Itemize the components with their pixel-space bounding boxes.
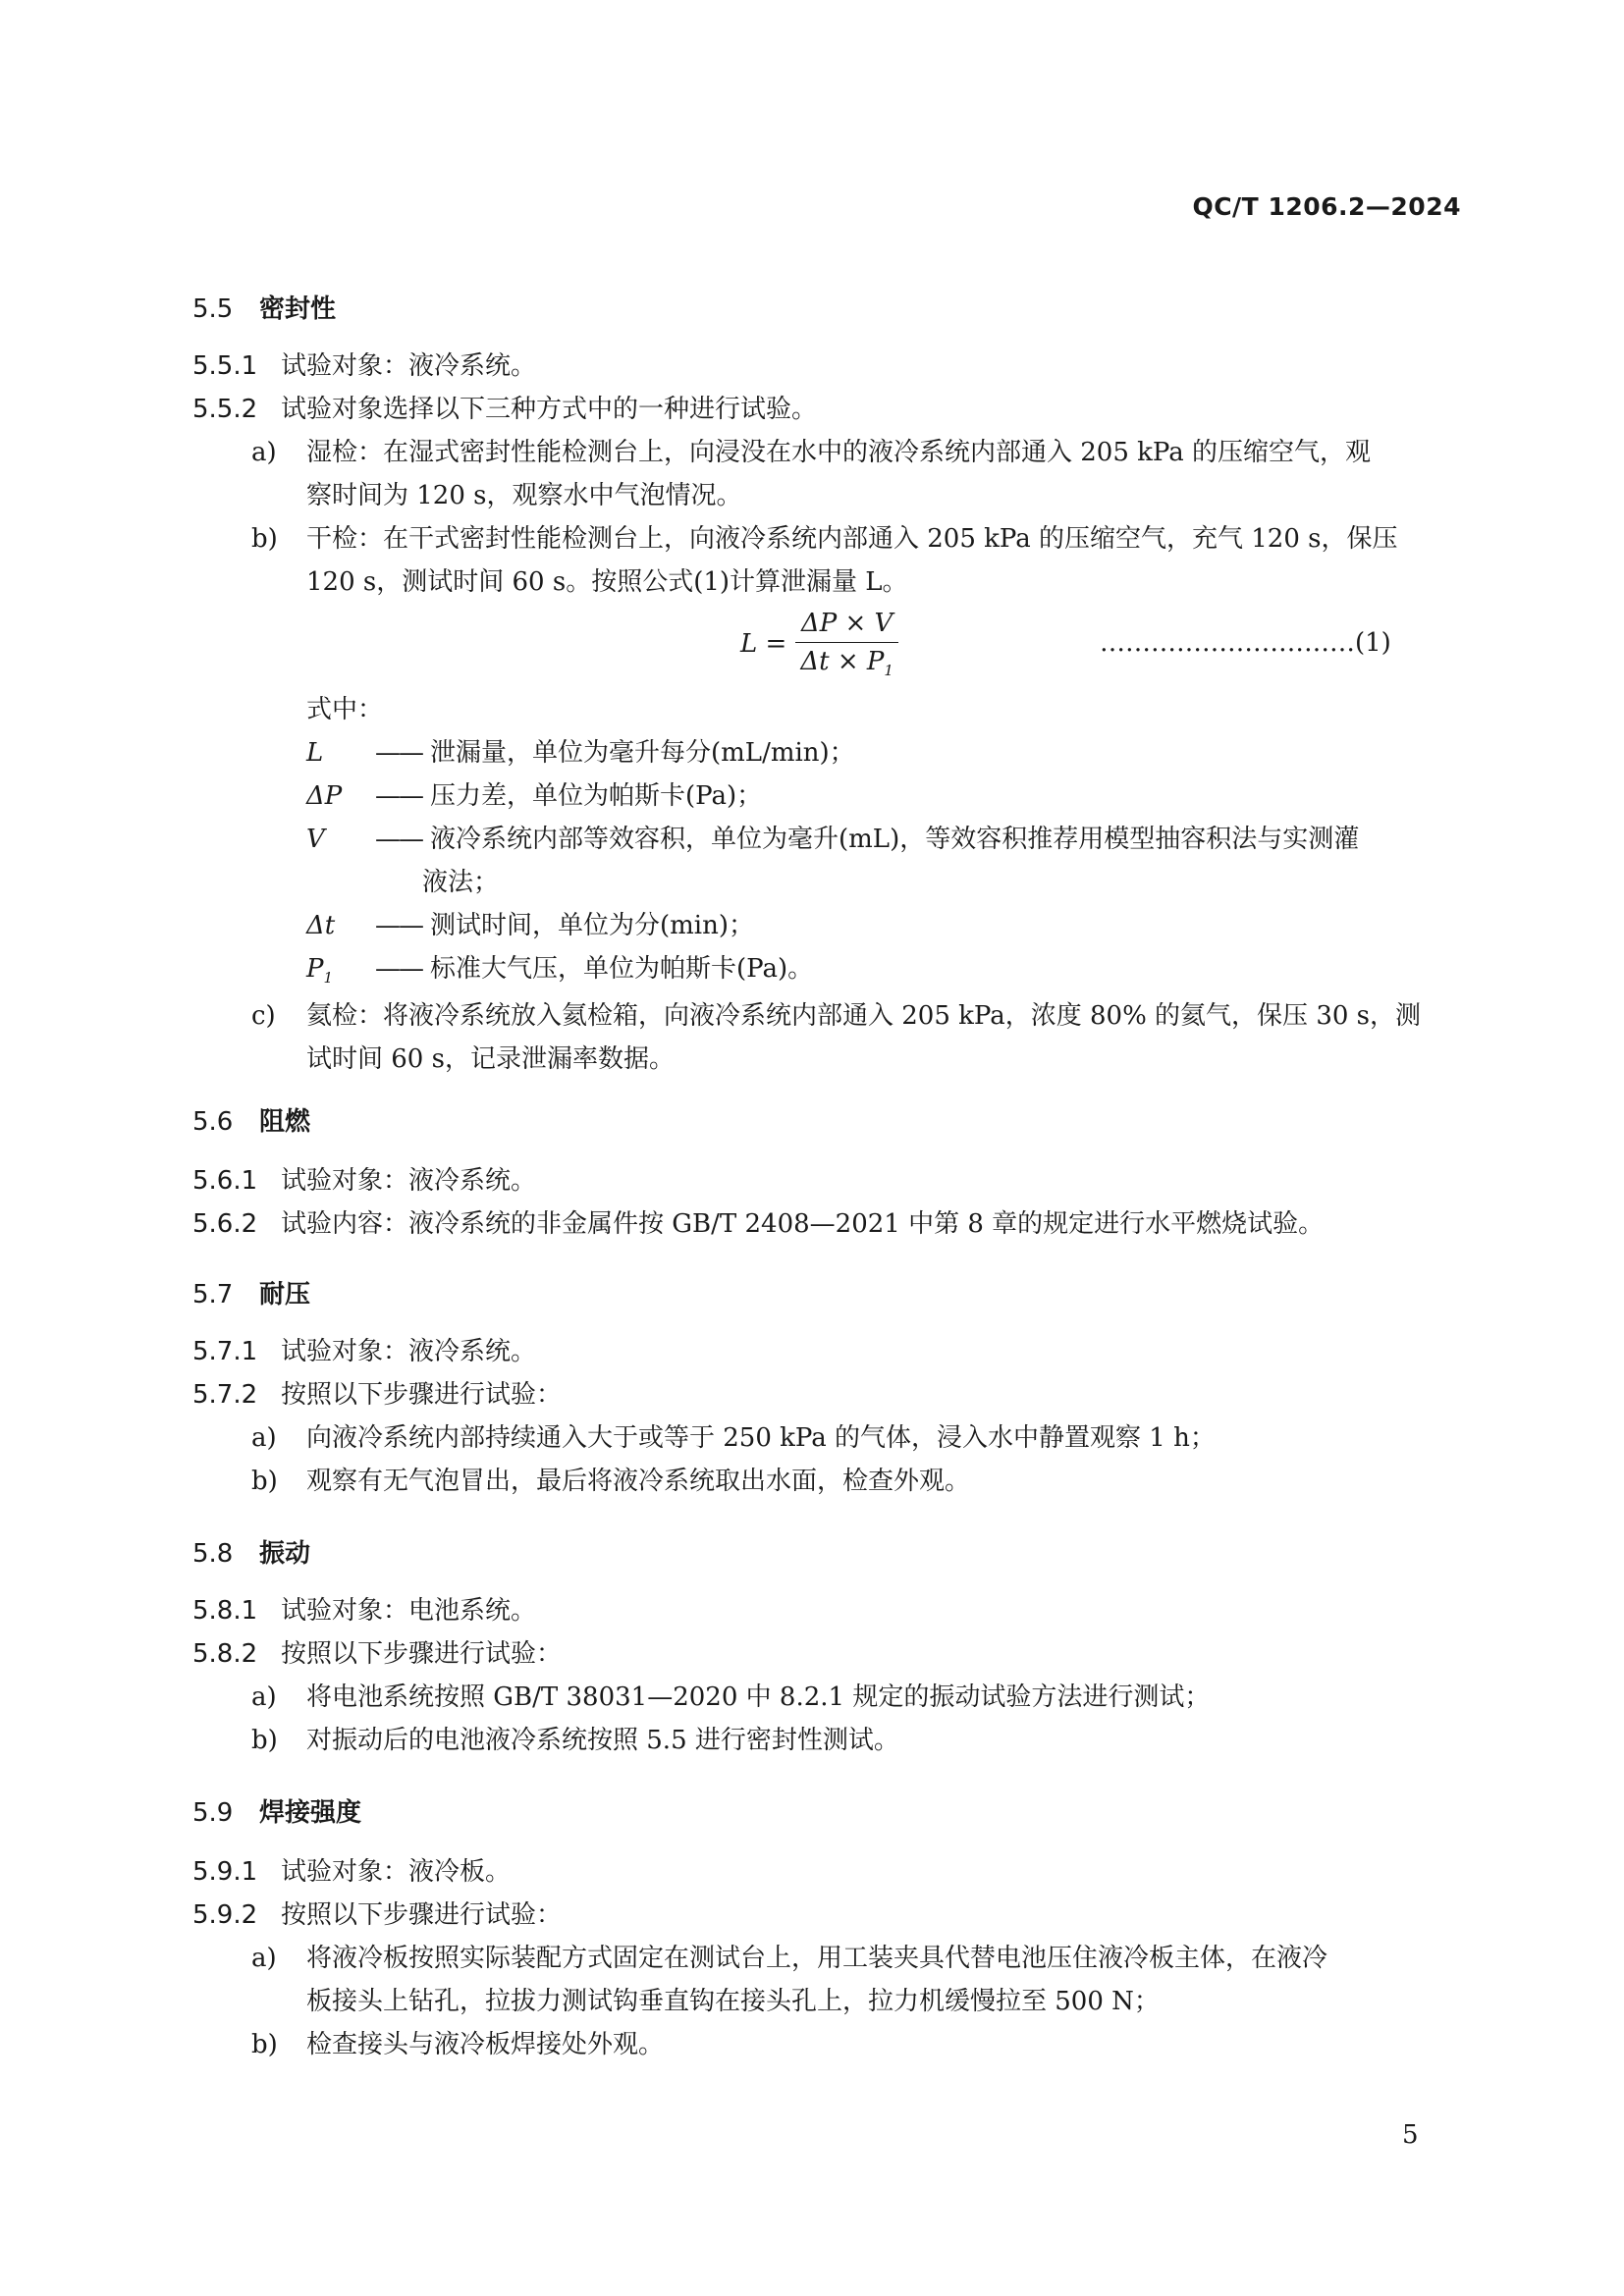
list-text: 干检：在干式密封性能检测台上，向液冷系统内部通入 205 kPa 的压缩空气，充气 120 s，保压 bbox=[306, 524, 1398, 554]
list-item-5-5-2-a bbox=[251, 436, 1371, 469]
list-text: 向液冷系统内部持续通入大于或等于 250 kPa 的气体，浸入水中静置观察 1 h； bbox=[306, 1423, 1216, 1453]
list-item-5-5-2-a-cont: 察时间为 120 s，观察水中气泡情况。 bbox=[306, 481, 742, 510]
formula-denominator-sub: 1 bbox=[884, 662, 893, 680]
section-number: 5.6 bbox=[192, 1107, 234, 1137]
clause-5-7-1 bbox=[192, 1335, 536, 1368]
section-title: 密封性 bbox=[259, 294, 337, 324]
variable-definition bbox=[306, 909, 754, 942]
variable-dash: —— bbox=[375, 911, 422, 940]
clause-number: 5.8.1 bbox=[192, 1596, 258, 1626]
formula-denominator-main: Δt × P bbox=[800, 647, 885, 676]
section-heading-5-8 bbox=[192, 1537, 310, 1571]
clause-number: 5.5.2 bbox=[192, 395, 258, 424]
variable-symbol: Δt bbox=[306, 911, 336, 940]
variable-dash: —— bbox=[375, 781, 422, 811]
clause-5-9-2 bbox=[192, 1898, 562, 1932]
clause-number: 5.8.2 bbox=[192, 1639, 258, 1669]
clause-5-8-1 bbox=[192, 1594, 536, 1628]
variable-definition bbox=[306, 823, 1359, 856]
section-number: 5.9 bbox=[192, 1798, 234, 1828]
clause-number: 5.6.1 bbox=[192, 1166, 258, 1196]
clause-text: 试验对象：液冷系统。 bbox=[281, 351, 537, 381]
variable-text: 测试时间，单位为分(min)； bbox=[430, 911, 755, 940]
clause-number: 5.9.2 bbox=[192, 1900, 258, 1930]
list-label: b) bbox=[251, 1467, 278, 1496]
clause-text: 试验对象：电池系统。 bbox=[281, 1596, 537, 1626]
section-heading-5-5 bbox=[192, 293, 336, 326]
standard-number-header: QC/T 1206.2—2024 bbox=[1192, 192, 1461, 221]
clause-text: 试验对象：液冷系统。 bbox=[281, 1166, 537, 1196]
clause-5-5-1 bbox=[192, 349, 536, 383]
formula-denominator bbox=[794, 643, 899, 679]
section-number: 5.7 bbox=[192, 1280, 234, 1309]
list-text: 将液冷板按照实际装配方式固定在测试台上，用工装夹具代替电池压住液冷板主体，在液冷 bbox=[306, 1944, 1328, 1973]
clause-text: 试验对象：液冷板。 bbox=[281, 1857, 512, 1887]
equation-number: …………………………(1) bbox=[1100, 628, 1391, 658]
variable-definition bbox=[306, 952, 813, 994]
list-item-5-8-2-a bbox=[251, 1681, 1210, 1714]
section-title: 耐压 bbox=[259, 1280, 311, 1309]
list-label: a) bbox=[251, 1944, 277, 1973]
variable-symbol-main: P bbox=[306, 954, 324, 984]
list-item-5-9-2-b bbox=[251, 2028, 664, 2061]
clause-number: 5.7.1 bbox=[192, 1337, 258, 1366]
variable-dash: —— bbox=[375, 954, 422, 984]
clause-number: 5.6.2 bbox=[192, 1209, 258, 1239]
variable-text: 泄漏量，单位为毫升每分(mL/min)； bbox=[430, 738, 855, 768]
list-label: a) bbox=[251, 1682, 277, 1712]
section-heading-5-9 bbox=[192, 1796, 361, 1830]
list-item-5-8-2-b bbox=[251, 1724, 899, 1757]
section-number: 5.8 bbox=[192, 1539, 234, 1569]
clause-5-7-2 bbox=[192, 1378, 562, 1412]
variable-dash: —— bbox=[375, 738, 422, 768]
section-title: 阻燃 bbox=[259, 1107, 311, 1137]
section-heading-5-7 bbox=[192, 1278, 310, 1311]
formula-numerator: ΔP × V bbox=[795, 609, 898, 643]
clause-5-8-2 bbox=[192, 1637, 562, 1671]
variable-text: 液冷系统内部等效容积，单位为毫升(mL)，等效容积推荐用模型抽容积法与实测灌 bbox=[430, 825, 1360, 854]
formula-lhs: L = bbox=[740, 629, 787, 660]
list-item-5-5-2-b bbox=[251, 522, 1398, 556]
list-label: b) bbox=[251, 1726, 278, 1755]
list-text: 将电池系统按照 GB/T 38031—2020 中 8.2.1 规定的振动试验方法进行测试； bbox=[306, 1682, 1211, 1712]
clause-text: 按照以下步骤进行试验： bbox=[281, 1900, 563, 1930]
list-text: 观察有无气泡冒出，最后将液冷系统取出水面，检查外观。 bbox=[306, 1467, 971, 1496]
list-label: a) bbox=[251, 438, 277, 467]
list-item-5-5-2-c bbox=[251, 999, 1421, 1033]
list-label: b) bbox=[251, 524, 278, 554]
clause-number: 5.9.1 bbox=[192, 1857, 258, 1887]
list-label: c) bbox=[251, 1001, 276, 1031]
section-number: 5.5 bbox=[192, 294, 234, 324]
list-label: a) bbox=[251, 1423, 277, 1453]
variable-text-cont: 液法； bbox=[422, 868, 500, 897]
variable-definition bbox=[306, 736, 855, 770]
list-item-5-9-2-a bbox=[251, 1942, 1327, 1975]
page-number: 5 bbox=[1402, 2120, 1419, 2150]
section-heading-5-6 bbox=[192, 1105, 310, 1139]
list-item-5-9-2-a-cont: 板接头上钻孔，拉拔力测试钩垂直钩在接头孔上，拉力机缓慢拉至 500 N； bbox=[306, 1987, 1160, 2016]
list-item-5-7-2-b bbox=[251, 1465, 970, 1498]
section-title: 振动 bbox=[259, 1539, 311, 1569]
list-item-5-5-2-c-cont: 试时间 60 s，记录泄漏率数据。 bbox=[306, 1044, 675, 1074]
clause-number: 5.7.2 bbox=[192, 1380, 258, 1410]
leak-rate-formula bbox=[740, 609, 899, 679]
list-label: b) bbox=[251, 2030, 278, 2059]
clause-text: 按照以下步骤进行试验： bbox=[281, 1639, 563, 1669]
clause-text: 按照以下步骤进行试验： bbox=[281, 1380, 563, 1410]
variable-symbol: ΔP bbox=[306, 781, 343, 811]
formula-fraction bbox=[794, 609, 899, 679]
variable-symbol: L bbox=[306, 738, 324, 768]
list-item-5-5-2-b-cont: 120 s，测试时间 60 s。按照公式(1)计算泄漏量 L。 bbox=[306, 567, 908, 597]
clause-5-6-1 bbox=[192, 1164, 536, 1198]
clause-5-9-1 bbox=[192, 1855, 511, 1889]
list-item-5-7-2-a bbox=[251, 1421, 1216, 1455]
list-text: 检查接头与液冷板焊接处外观。 bbox=[306, 2030, 665, 2059]
clause-text: 试验对象选择以下三种方式中的一种进行试验。 bbox=[281, 395, 818, 424]
variable-symbol bbox=[306, 952, 375, 994]
list-text: 氦检：将液冷系统放入氦检箱，向液冷系统内部通入 205 kPa，浓度 80% 的氦气，保压 30 s，测 bbox=[306, 1001, 1422, 1031]
list-text: 对振动后的电池液冷系统按照 5.5 进行密封性测试。 bbox=[306, 1726, 899, 1755]
variable-symbol-sub: 1 bbox=[323, 969, 334, 988]
variable-symbol: V bbox=[306, 825, 325, 854]
section-title: 焊接强度 bbox=[259, 1798, 362, 1828]
clause-5-6-2 bbox=[192, 1207, 1324, 1241]
variable-text: 压力差，单位为帕斯卡(Pa)； bbox=[430, 781, 763, 811]
list-text: 湿检：在湿式密封性能检测台上，向浸没在水中的液冷系统内部通入 205 kPa 的压缩空气，观 bbox=[306, 438, 1372, 467]
variable-text: 标准大气压，单位为帕斯卡(Pa)。 bbox=[430, 954, 814, 984]
clause-text: 试验内容：液冷系统的非金属件按 GB/T 2408—2021 中第 8 章的规定进行水平燃烧试验。 bbox=[281, 1209, 1325, 1239]
clause-5-5-2 bbox=[192, 393, 817, 426]
clause-number: 5.5.1 bbox=[192, 351, 258, 381]
variable-definition bbox=[306, 779, 762, 813]
clause-text: 试验对象：液冷系统。 bbox=[281, 1337, 537, 1366]
variable-dash: —— bbox=[375, 825, 422, 854]
where-label: 式中： bbox=[306, 695, 384, 724]
